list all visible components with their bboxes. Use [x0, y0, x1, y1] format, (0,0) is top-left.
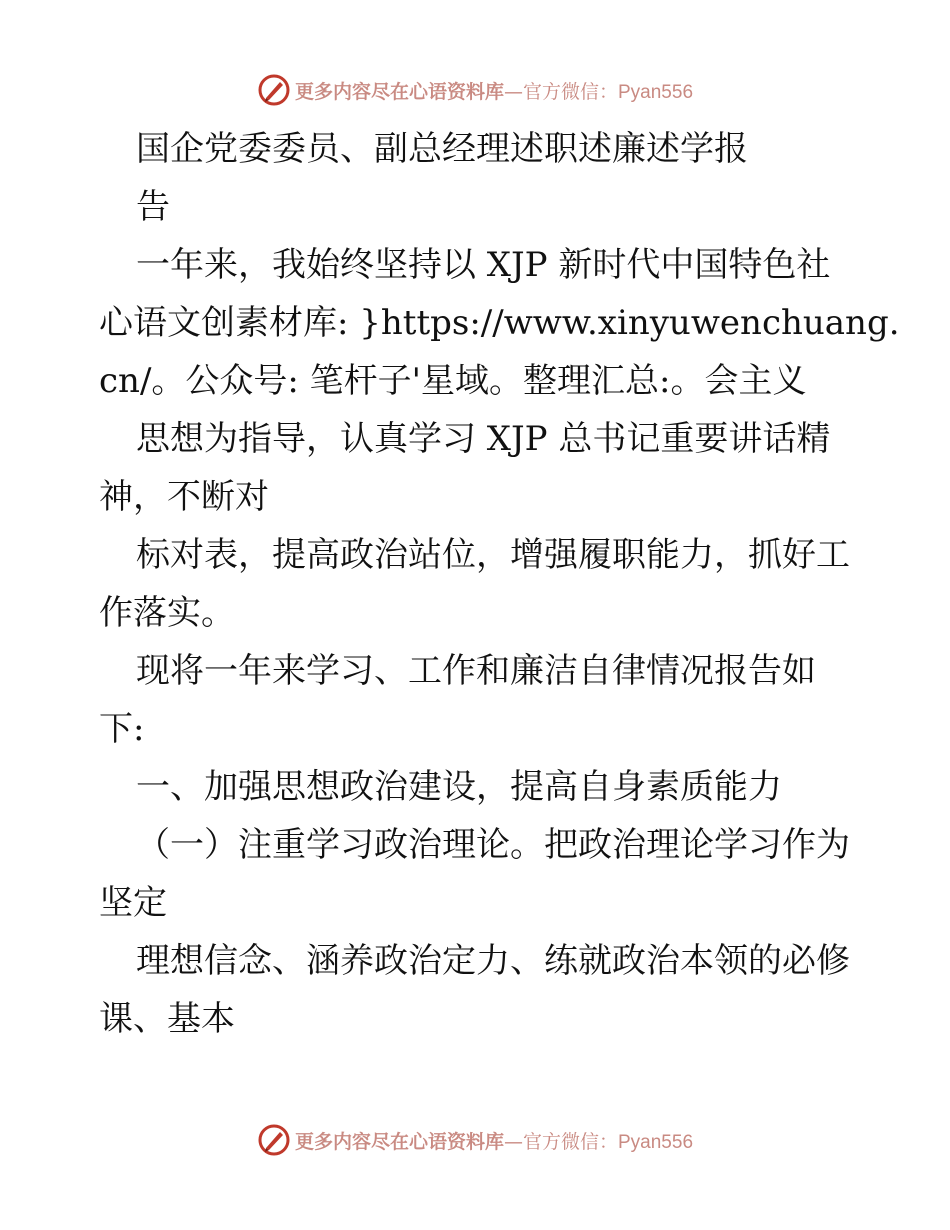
text-line: 一、加强思想政治建设，提高自身素质能力 [136, 767, 782, 807]
watermark-text [295, 77, 693, 104]
watermark-text [295, 1127, 693, 1154]
text-line: 思想为指导，认真学习 XJP 总书记重要讲话精 [136, 419, 831, 459]
text-line: cn/。公众号: 笔杆子'星域。整理汇总:。会主义 [99, 361, 807, 401]
text-line: 心语文创素材库: }https://www.xinyuwenchuang. [99, 303, 900, 343]
text-line: 现将一年来学习、工作和廉洁自律情况报告如 [136, 651, 816, 691]
watermark-dash: — [503, 1130, 523, 1153]
text-line: 理想信念、涵养政治定力、练就政治本领的必修 [136, 941, 850, 981]
watermark-main: 更多内容尽在心语资料库 [294, 1130, 504, 1153]
watermark-label: 官方微信： [522, 1130, 618, 1153]
header-watermark [0, 70, 950, 110]
text-line: 课、基本 [99, 999, 235, 1039]
watermark-wechat-id: Pyan556 [618, 81, 694, 103]
watermark-label: 官方微信： [522, 80, 618, 103]
text-line: 坚定 [99, 883, 167, 923]
text-line: 国企党委委员、副总经理述职述廉述学报 [136, 129, 748, 169]
text-line: 标对表，提高政治站位，增强履职能力，抓好工 [136, 535, 850, 575]
quill-logo-icon [257, 73, 291, 107]
text-line: 告 [136, 187, 170, 227]
document-body [99, 120, 900, 1048]
quill-logo-icon [257, 1123, 291, 1157]
watermark-main: 更多内容尽在心语资料库 [294, 80, 504, 103]
text-line: 神，不断对 [99, 477, 269, 517]
text-line: 作落实。 [99, 593, 235, 633]
watermark-dash: — [503, 80, 523, 103]
watermark-wechat-id: Pyan556 [618, 1131, 694, 1153]
footer-watermark [0, 1120, 950, 1160]
text-line: 一年来，我始终坚持以 XJP 新时代中国特色社 [136, 245, 831, 285]
text-line: （一）注重学习政治理论。把政治理论学习作为 [136, 825, 850, 865]
text-line: 下: [99, 709, 145, 749]
